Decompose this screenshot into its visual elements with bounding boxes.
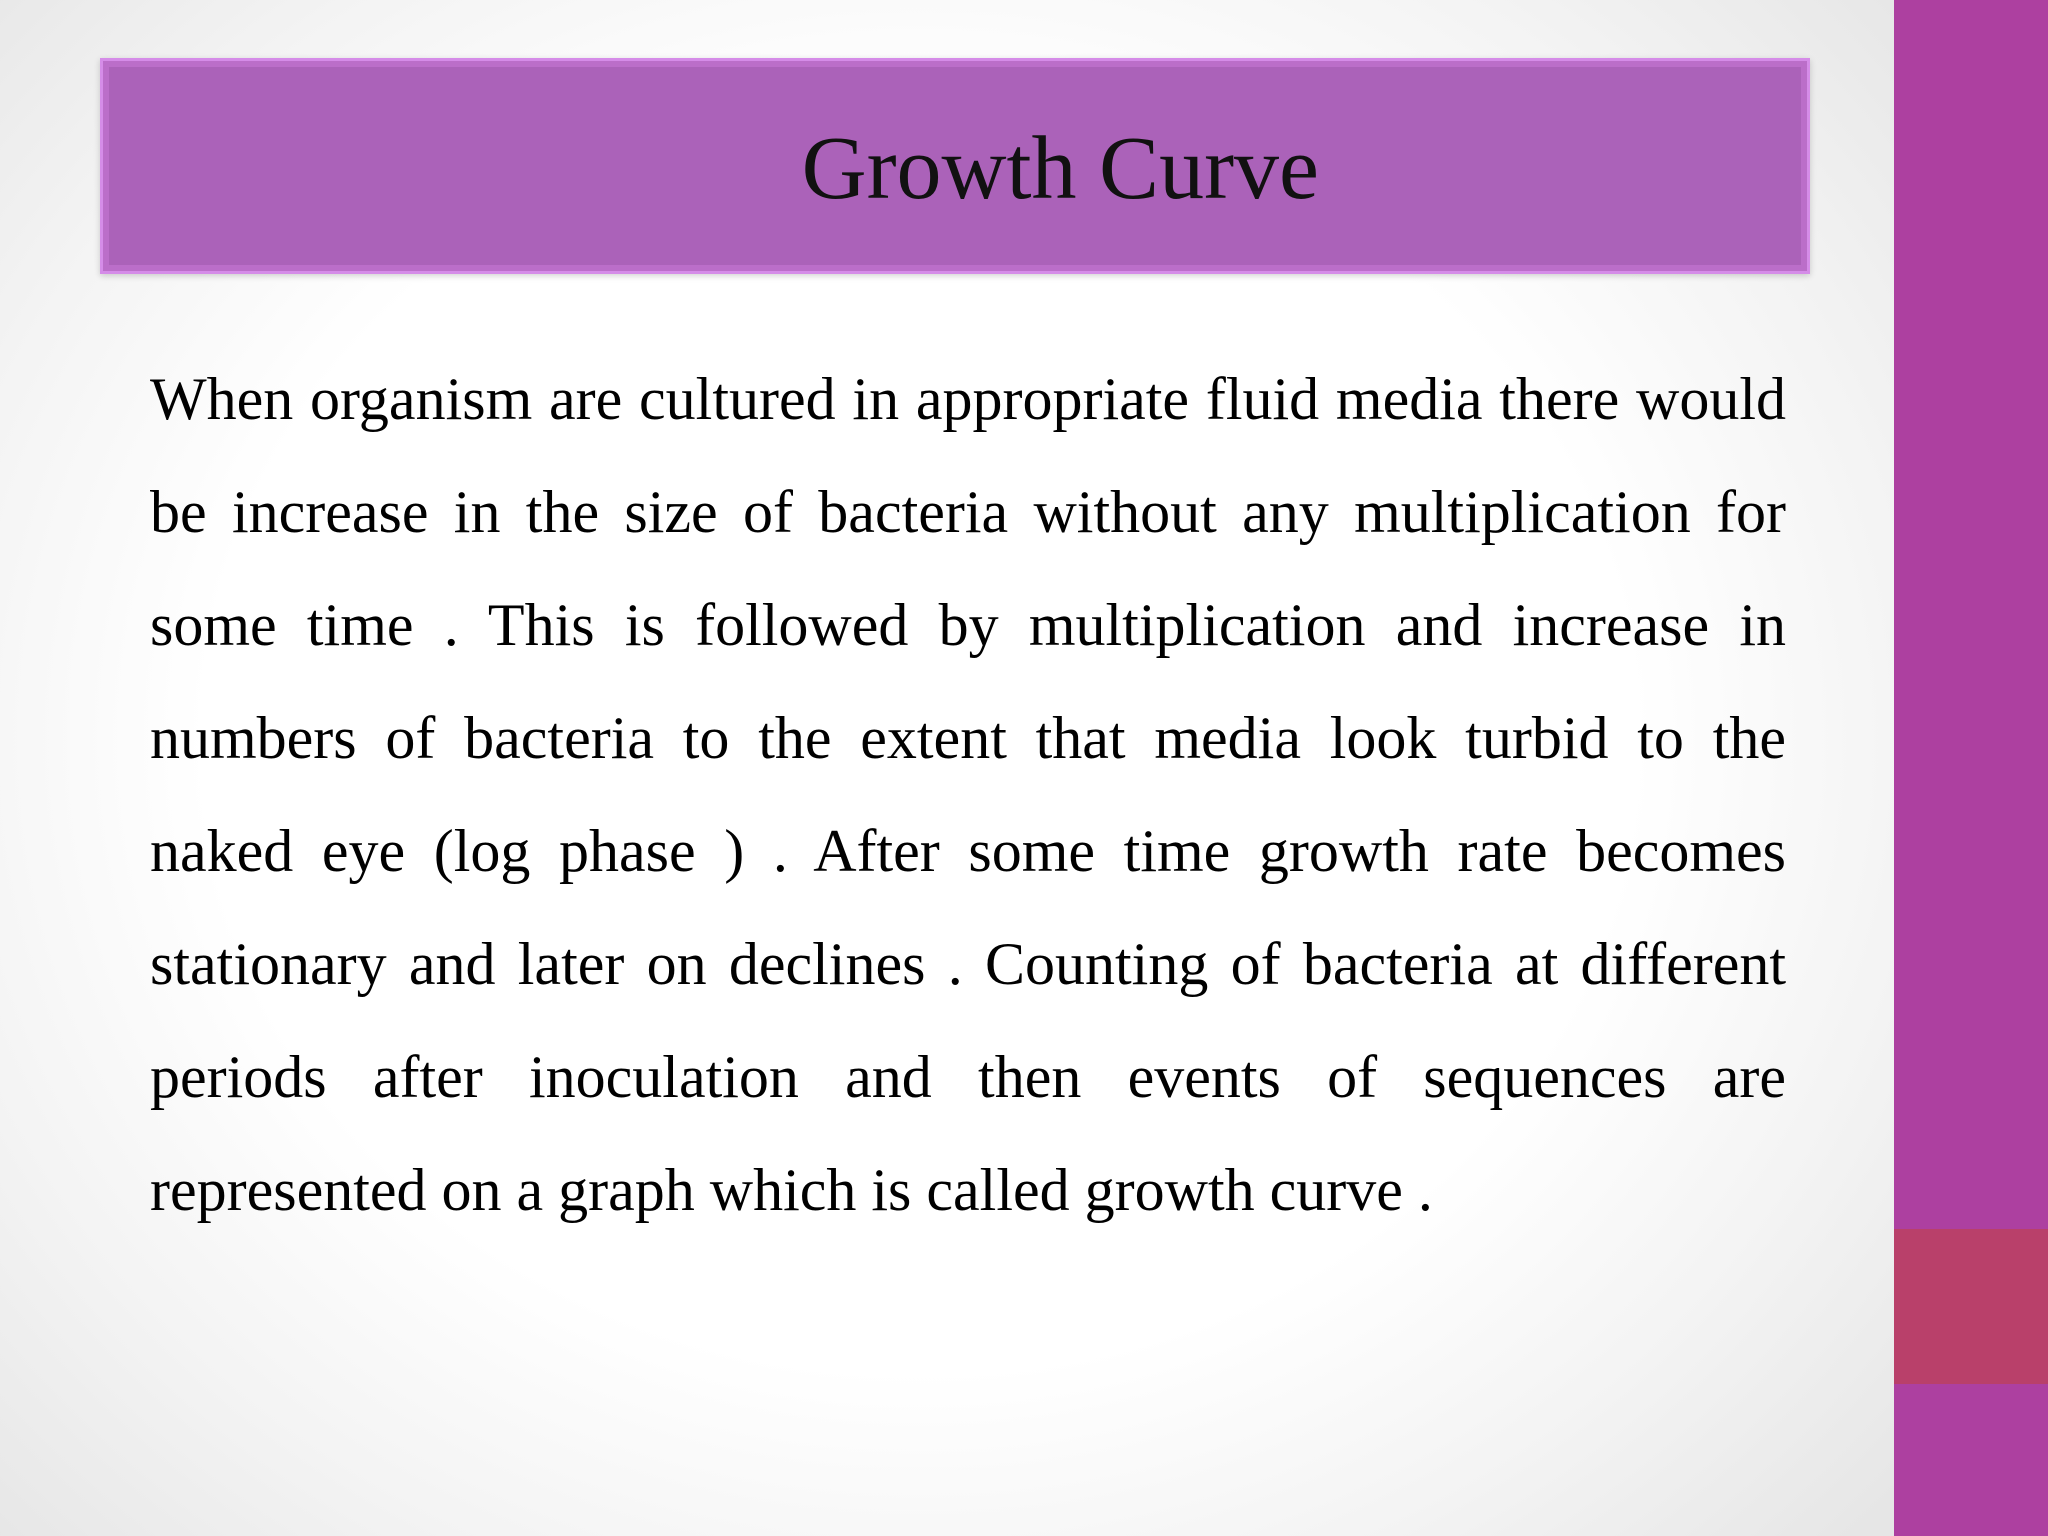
title-banner (100, 58, 1810, 274)
slide-title-container (103, 61, 1319, 277)
slide-title: Growth Curve (801, 119, 1319, 218)
slide-body-text: When organism are cultured in appropriate fluid media there would be increase in the size of bacteria without any multiplication for some time . This is followed by multiplication and increase in numbers of bacteria to the extent that media look turbid to the naked eye (log phase ) . After some time growth rate becomes stationary and later on declines . Counting of bacteria at different periods after inoculation and then events of sequences are represented on a graph which is called growth curve . (150, 366, 1786, 1223)
side-accent-block (1894, 1229, 2048, 1384)
